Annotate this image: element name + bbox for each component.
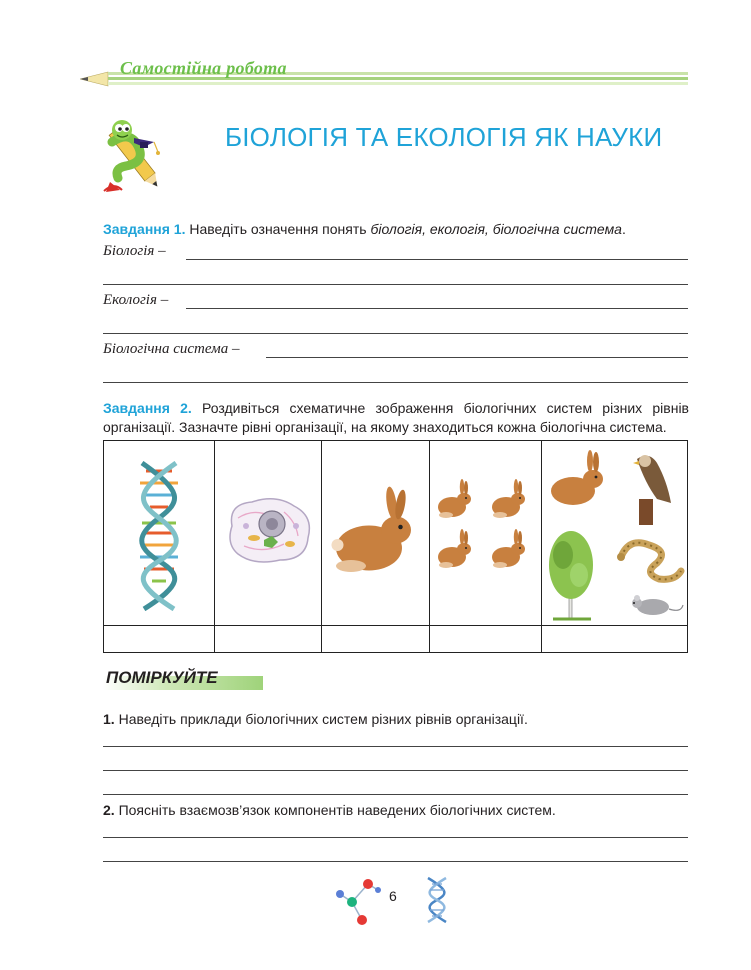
answer-line-ecology[interactable] (186, 308, 688, 309)
q2-number: 2. (103, 802, 115, 818)
task1-label: Завдання 1. (103, 221, 186, 237)
q2-text: Поясніть взаємозв’язок компонентів наведених біологічних систем. (114, 802, 556, 818)
cell-icon (224, 496, 314, 566)
term-ecology: Екологія – (103, 292, 169, 308)
mascot-pencil-icon (100, 112, 170, 196)
answer-line-biology-2[interactable] (103, 284, 688, 285)
answer-line-q2-1[interactable] (103, 837, 688, 838)
task1-statement (103, 220, 689, 239)
page-title: БІОЛОГІЯ ТА ЕКОЛОГІЯ ЯК НАУКИ (225, 122, 663, 152)
answer-line-q2-2[interactable] (103, 861, 688, 862)
term-biosystem: Біологічна система – (103, 341, 240, 357)
ecosystem-icon (545, 447, 687, 622)
answer-line-q1-3[interactable] (103, 794, 688, 795)
answer-line-biosystem-2[interactable] (103, 382, 688, 383)
q1-number: 1. (103, 711, 115, 727)
rabbit-group-icon (434, 477, 539, 577)
think-title: ПОМІРКУЙТЕ (106, 668, 218, 687)
q1-text: Наведіть приклади біологічних систем різних рівнів організації. (114, 711, 528, 727)
answer-line-biosystem[interactable] (266, 357, 688, 358)
molecule-icon (334, 872, 382, 928)
think-question-2 (103, 802, 556, 818)
answer-line-q1-1[interactable] (103, 746, 688, 747)
task2-statement (103, 399, 689, 437)
task2-label: Завдання 2. (103, 400, 192, 416)
dna-helix-icon (132, 461, 186, 611)
think-question-1 (103, 711, 528, 727)
page-number: 6 (389, 888, 397, 904)
levels-table (103, 440, 688, 653)
term-biology: Біологія – (103, 243, 166, 259)
answer-line-biology[interactable] (186, 259, 688, 260)
answer-line-ecology-2[interactable] (103, 333, 688, 334)
answer-line-q1-2[interactable] (103, 770, 688, 771)
rabbit-icon (330, 485, 420, 575)
task1-terms-italic: біологія, екологія, біологічна система (370, 221, 622, 237)
dna-footer-icon (424, 876, 450, 924)
task2-text: Роздивіться схематичне зображення біологічних систем різних рівнів організації. Зазначте рівні організації, на якому знаходиться кожна біологічна система. (103, 400, 689, 435)
section-title: Самостійна робота (120, 58, 287, 78)
task1-text-end: . (621, 221, 626, 237)
task1-text: Наведіть означення понять (185, 221, 371, 237)
